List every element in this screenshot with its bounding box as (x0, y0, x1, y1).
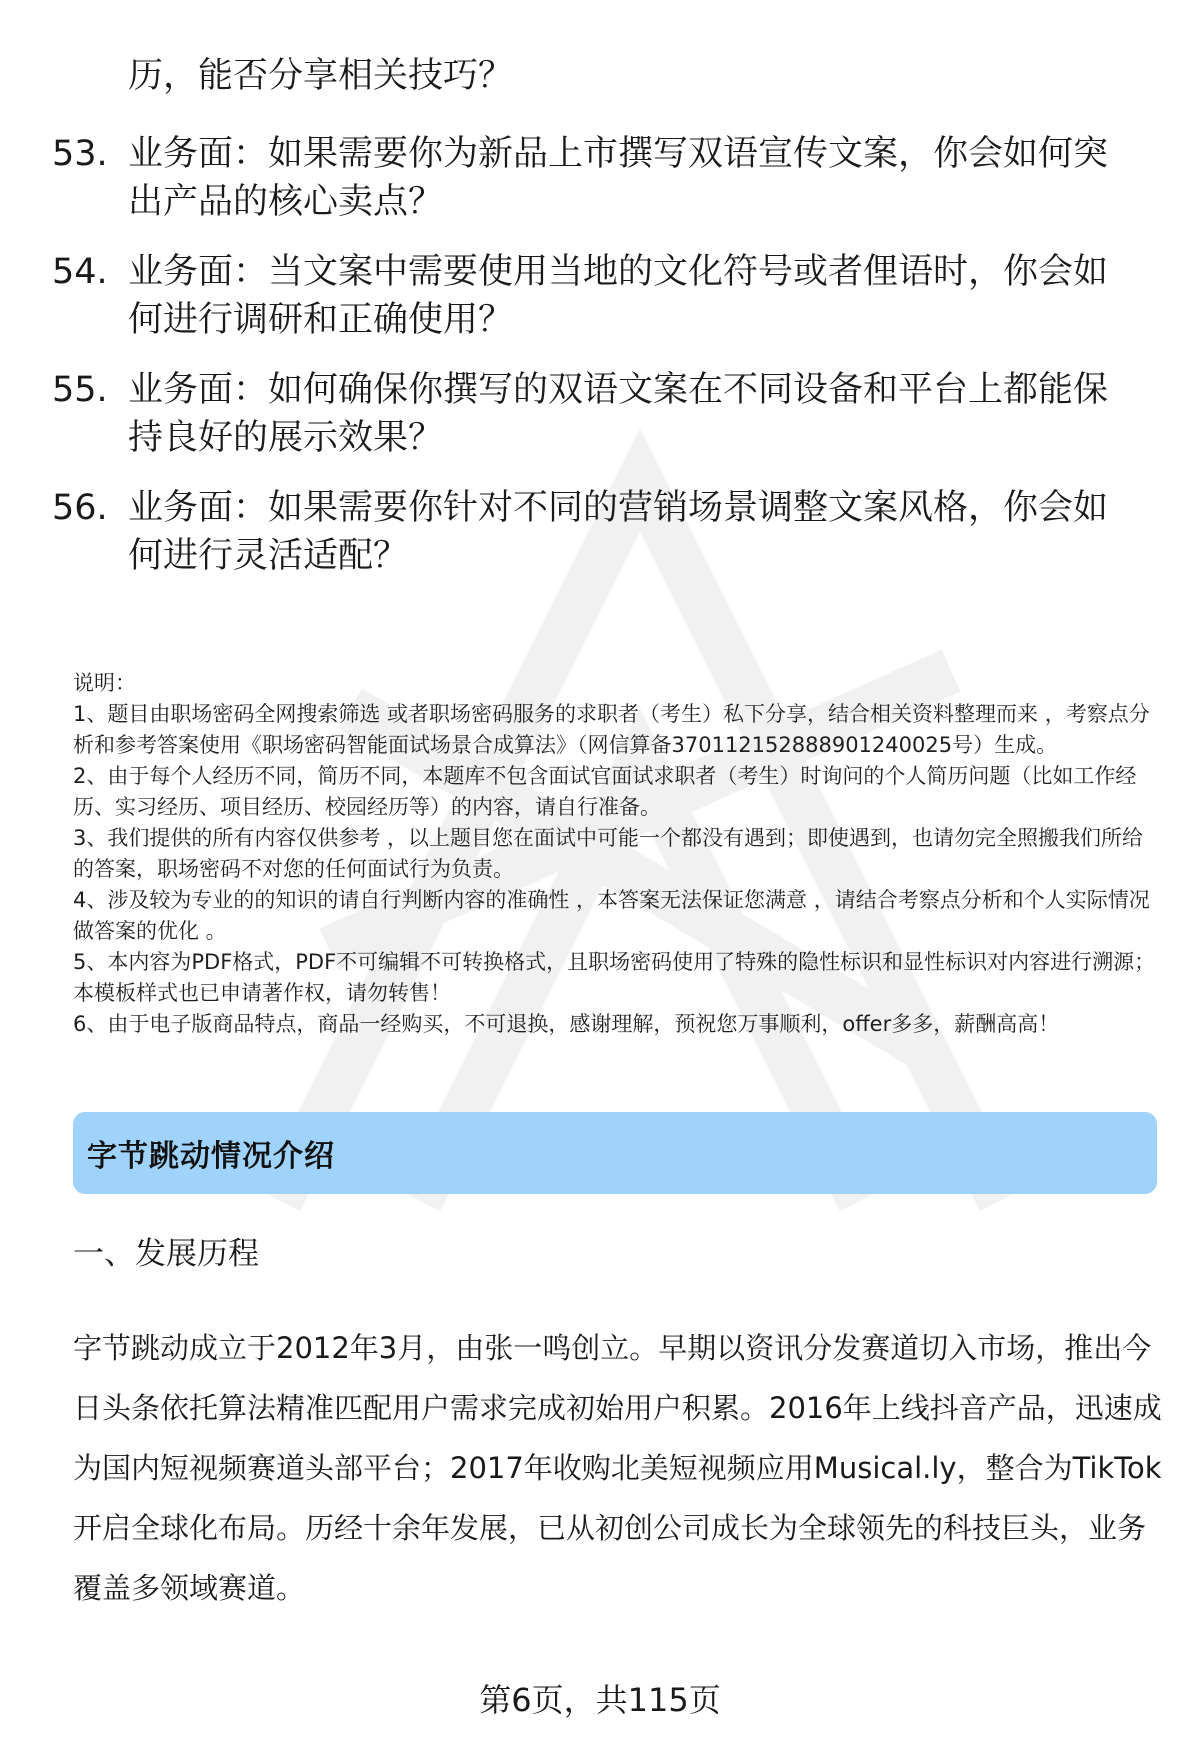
subheading-history: 一、发展历程 (73, 1236, 259, 1272)
question-text: 业务面：当文案中需要使用当地的文化符号或者俚语时，你会如何进行调研和正确使用？ (128, 252, 1109, 340)
section-banner (73, 1112, 1157, 1194)
note-item-4: 4、涉及较为专业的的知识的请自行判断内容的准确性 ，本答案无法保证您满意 ，请结合考察点分析和个人实际情况做答案的优化 。 (73, 888, 1150, 943)
disclaimer-notes (73, 668, 1163, 1040)
note-item-2: 2、由于每个人经历不同，简历不同，本题库不包含面试官面试求职者（考生）时询问的个人简历问题（比如工作经历、实习经历、项目经历、校园经历等）的内容，请自行准备。 (73, 764, 1137, 819)
question-53 (52, 130, 1152, 226)
question-55 (52, 366, 1152, 462)
section-title: 字节跳动情况介绍 (87, 1139, 335, 1174)
question-number: 56. (52, 488, 108, 528)
note-item-6: 6、由于电子版商品特点，商品一经购买，不可退换，感谢理解，预祝您万事顺利，offer多多，薪酬高高！ (73, 1012, 1060, 1036)
history-paragraph: 字节跳动成立于2012年3月，由张一鸣创立。早期以资讯分发赛道切入市场，推出今日头条依托算法精准匹配用户需求完成初始用户积累。2016年上线抖音产品，迅速成为国内短视频赛道头部平台；2017年收购北美短视频应用Musical.ly，整合为TikTok开启全球化布局。历经十余年发展，已从初创公司成长为全球领先的科技巨头，业务覆盖多领域赛道。 (73, 1331, 1162, 1605)
question-52-continuation: 历，能否分享相关技巧？ (128, 56, 514, 96)
question-number: 53. (52, 134, 108, 174)
question-text: 业务面：如果需要你为新品上市撰写双语宣传文案，你会如何突出产品的核心卖点？ (128, 134, 1109, 222)
question-54 (52, 248, 1152, 344)
page-number: 第6页，共115页 (479, 1681, 721, 1719)
question-number: 54. (52, 252, 108, 292)
note-item-5: 5、本内容为PDF格式，PDF不可编辑不可转换格式，且职场密码使用了特殊的隐性标识和显性标识对内容进行溯源；本模板样式也已申请著作权，请勿转售！ (73, 950, 1156, 1005)
note-item-1: 1、题目由职场密码全网搜索筛选 或者职场密码服务的求职者（考生）私下分享，结合相关资料整理而来 ，考察点分析和参考答案使用《职场密码智能面试场景合成算法》（网信算备370112152888901240025号）生成。 (73, 702, 1150, 757)
notes-title: 说明： (73, 671, 136, 695)
question-number: 55. (52, 370, 108, 410)
question-text: 业务面：如果需要你针对不同的营销场景调整文案风格，你会如何进行灵活适配？ (128, 488, 1109, 576)
question-56 (52, 484, 1152, 580)
question-text: 业务面：如何确保你撰写的双语文案在不同设备和平台上都能保持良好的展示效果？ (128, 370, 1109, 458)
note-item-3: 3、我们提供的所有内容仅供参考 ，以上题目您在面试中可能一个都没有遇到；即使遇到，也请勿完全照搬我们所给的答案，职场密码不对您的任何面试行为负责。 (73, 826, 1144, 881)
